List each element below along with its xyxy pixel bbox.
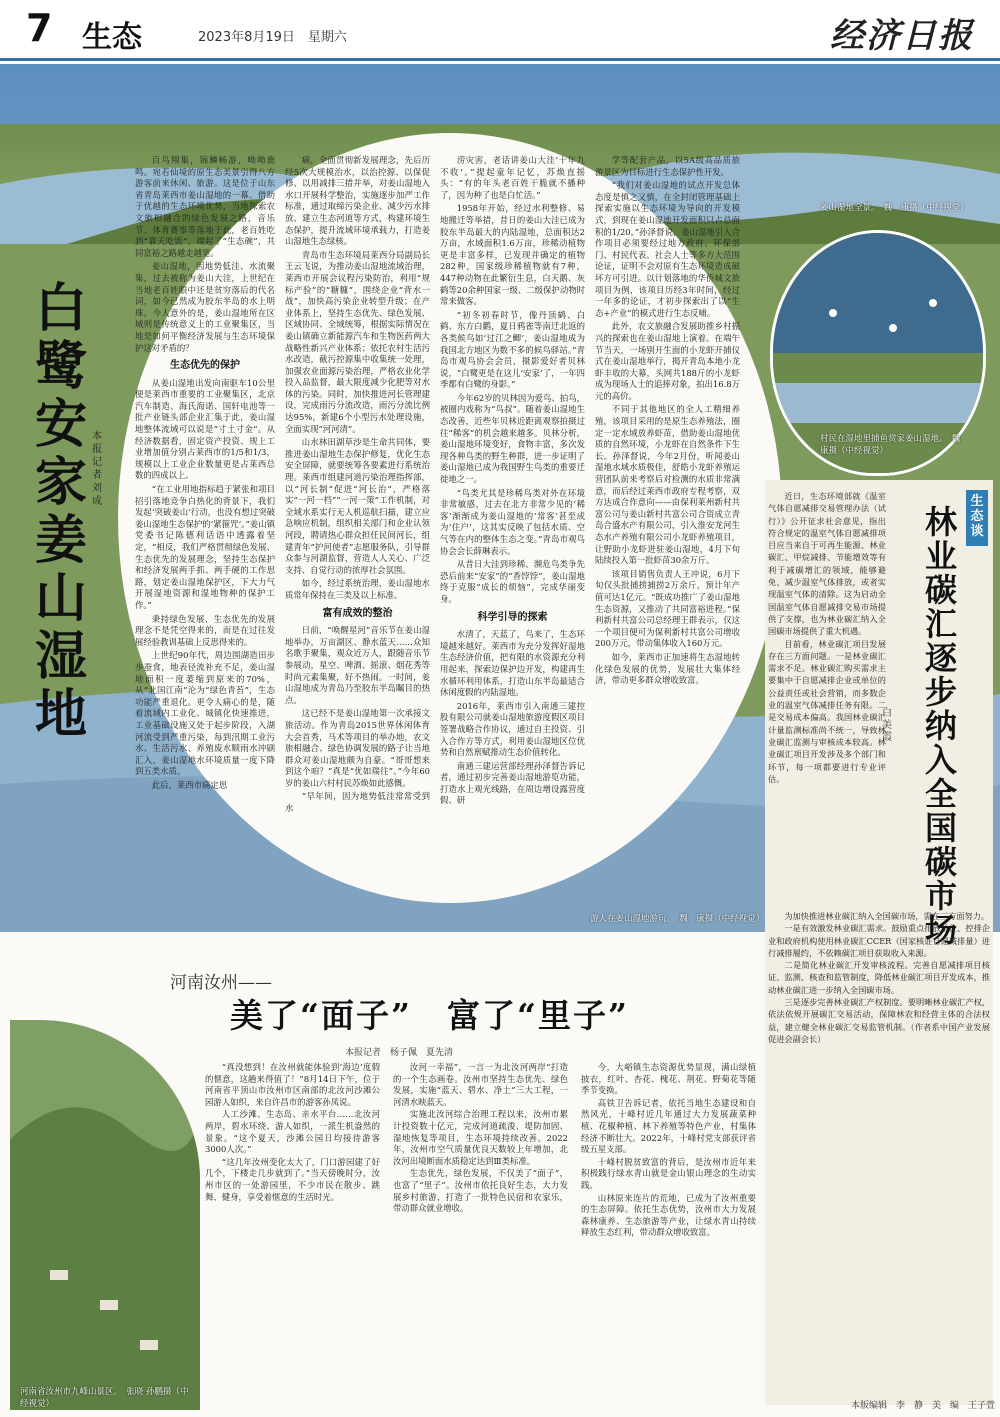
paragraph: 目前看，林业碳汇项目发展存在三方面问题。一是林业碳汇需求不足。林业碳汇购买需求主要集中于自愿减排企业或单位的公益责任或社会营销，而多数企业的温室气体减排任务有限。二是交易成本偏高。我国林业碳汇计量监测标准尚不统一，导致林业碳汇监测与审核成本较高。林业碳汇项目开发涉及多个部门和环节，每一项都要进行专业评估。	[768, 638, 886, 784]
henan-article-body	[205, 1062, 760, 1407]
paragraph: “我们对姜山湿地的试点开发总体态度是慎之又慎，在全封闭管理基础上探索实施以生态环境为导向的开发模式，到现在姜山湿地开发面积只占总面积的1/20。”孙泽督说，姜山湿地引入合作项目必须要经过地方政府、环保部门、村民代表、社会人士等多方大范围论证，证明不会对原有生态环境造成破坏方可引进。以计划落地的华侨城文旅项目为例，该项目历经3年时间，经过一年多的论证，才初步探索出了以“生态+产业”的模式进行生态反哺。	[595, 180, 740, 318]
henan-col1	[205, 1062, 380, 1203]
article-subhead: 生态优先的保护	[170, 360, 240, 372]
paragraph: 人工沙滩、生态岛、亲水平台……北汝河两岸，碧水环绕、游人如织，一派生机盎然的景象。“这个夏天，沙滩公园日均接待游客3000人次。”	[205, 1109, 380, 1155]
paragraph: 1958年开始，经过水利整修、易地搬迁等举措，昔日的姜山大洼已成为胶东半岛最大的内陆湿地，总面积达2万亩，水域面积1.6万亩，珍稀动植物更是丰富多样，已发现并确定的植物282种，国家级珍稀植物就有7种，447种动物在此繁衍生息，白天鹅、灰鹤等20余种国家一级、二级保护动物时常来做客。	[440, 203, 585, 307]
henan-photo-caption: 河南省汝州市九峰山景区。 张晓 孙鹏摄（中经视觉）	[20, 1387, 189, 1409]
paragraph: 一是有效激发林业碳汇需求。鼓励重点排放单位、控排企业和政府机构使用林业碳汇CCER（国家核证自愿减排量）进行减排履约，不依赖碳汇项目获取收入来源。	[768, 923, 990, 958]
page-number: 7	[26, 6, 53, 50]
paragraph: 涝灾害，老话讲姜山大洼‘十年九不收’。”提起童年记忆，苏焕直摇头：“有的年头老百姓干脆就不播种了，因为种了也是白忙活。”	[440, 155, 585, 200]
henan-col3	[581, 1062, 756, 1239]
paragraph: 汝河一幸福”，一言一为北汝河两岸“打造的一个生态画卷。汝州市坚持生态优先、绿色发展，实施“蓝天、碧水、净土”三大工程，一河清水映蓝天。	[393, 1062, 568, 1107]
paragraph: 从姜山湿地出发向南驱车10公里便是莱西市重要的工业聚集区，北京汽车制造、海氏海诺、国轩电池等一批产业链头部企业汇集于此，姜山湿地整体流域可以说是“寸土寸金”。从经济数据看，固定资产投资、规上工业增加值分别占莱西市的1/5和1/3，规模以上工业企业数量更是占莱西总数的四成以上。	[135, 377, 275, 481]
article-col3	[440, 155, 585, 807]
round-photo-caption: 村民在湿地里捕鱼赏家姜山湿地。 魏 康摄（中经视觉）	[820, 434, 969, 456]
paragraph: 从昔日大洼到珍稀、濒危鸟类争先恐后前来“安家”的“香饽饽”，姜山湿地终于克服“成长的烦恼”，完成华丽变身。	[440, 559, 585, 604]
paragraph: 二是简化林业碳汇开发审核流程。完善自愿减排项目核证、监测、核查和监管制度，降低林业碳汇项目开发成本，推动林业碳汇进一步纳入全国碳市场。	[768, 960, 990, 995]
paragraph: 该项目销售负责人王冲说，6月下旬仅头批捕捞捕捞2万余斤，预计年产值可达1亿元。“既成功推广了姜山湿地生态资源，又推动了共同富裕进程。”保利新村共富公司总经理王群表示，仅这一个项目便可为保利新村共富公司增收200万元，带动集体收入160万元。	[595, 568, 740, 649]
paragraph: 痛，全面贯彻新发展理念，先后历经5次大规模治水，以治控源、以保促修、以用减排三措并举，对姜山湿地入水口开展科学整治，实施逐步加严工作标准，通过取缔污染企业、减少污水排放、建立生态河道等方式，构建环境生态保护，提升流域环境承载力，打造姜山湿地生态绿核。	[285, 155, 430, 247]
commentary-tag: 生态谈	[966, 490, 988, 546]
paragraph: “在工业用地指标趋于紧张和项目招引落地竞争白热化的背景下，我们发起‘突破姜山’行动，也没有想过突破姜山湿地生态保护的‘紧箍咒’。”姜山镇党委书记陈德利话语中透露着坚定，“相反，我们严格贯彻绿色发展、生态优先的发展理念，坚持生态保护和经济发展两手抓、两手硬的工作思路，划定姜山湿地保护区，下大力气开展湿地资源和湿地物种的保护工作。”	[135, 484, 275, 610]
paragraph: 今，大峪镇生态资源优势显现，满山绿植披衣，红叶、杏花、槐花、荆花、野菊花等随季节变换。	[581, 1062, 756, 1096]
paragraph: “真没想到！在汝州就能体验到‘海边’度假的惬意，这趟来得值了！”8月14日下午，位于河南省平顶山市汝州市区南部的北汝河沙滩公园游人如织，来自许昌市的游客孙凤说。	[205, 1062, 380, 1107]
paragraph: 此外，农文旅融合发展助推乡村振兴的探索也在姜山湿地上演着。在端午节当天，一场别开生面的小龙虾开捕仪式在姜山湿地举行，揭开青岛本地小龙虾丰收的大幕，头网共188斤的小龙虾成为现场人士的追捧对象，拍出16.8万元的高价。	[595, 321, 740, 401]
paragraph: 秉持绿色发展、生态优先的发展理念不是凭空得来的，而是在过往发展经验教训基础上反思得来的。	[135, 613, 275, 647]
paragraph: 十峰村脱贫致富的背后，是汝州市近年来积极践行绿水青山就是金山银山理念的生动实践。	[581, 1156, 756, 1190]
page-editor-credit: 本版编辑 李 静 美 编 王子萱	[850, 1401, 995, 1411]
henan-kicker: 河南汝州——	[170, 973, 272, 993]
paragraph: 百鸟翔集，锦鳞畅游，呦呦鹿鸣。宛若仙境的原生态美景引得八方游客前来休闲、旅游。这是位于山东省青岛莱西市姜山湿地的一幕。借助于优越的生态环境优势，当地探索农文旅相融合的绿色发展之路，音乐节、体育赛事等落地于此，老百姓吃到“靠天吃饭”，端起了“生态碗”，共同富裕之路越走越宽。	[135, 155, 275, 258]
henan-byline: 本报记者 杨子佩 夏先清	[345, 1048, 454, 1058]
commentary-author: 白美霞	[882, 708, 892, 743]
section-title: 生态	[82, 20, 142, 55]
henan-col2	[393, 1062, 568, 1215]
paragraph: 上世纪90年代，周边围湖造田步步蚕食，地表径流补充不足，姜山湿地面积一度萎缩到原来的70%，从“北国江南”沦为“绿色青苔”，生态功能严重退化。更令人痛心的是，随着流域内工业化、城镇化快速推进，工业基础设施又处于起步阶段，入湖河流受到严重污染，每到汛期工业污水、生活污水、养殖废水顺雨水冲刷汇入，姜山湿地水环境质量一度下降到五类水质。	[135, 650, 275, 777]
boat-photo-caption: 游人在姜山湿地游玩。 魏 康摄（中经视觉）	[590, 914, 765, 924]
paragraph: 近日，生态环境部就《温室气体自愿减排交易管理办法（试行）》公开征求社会意见，指出符合规定的温室气体自愿减排项目应当来自于可再生能源、林业碳汇、甲烷减排、节能增效等有利于减碳增汇的领域，能够避免、减少温室气体排放，或者实现温室气体的清除。这为启动全国温室气体自愿减排交易市场提供了支撑，也为林业碳汇纳入全国碳市场提供了重大机遇。	[768, 491, 886, 637]
paragraph: “初冬初春时节，像丹顶鹤、白鹤、东方白鹳，夏日鸦雀等南迁北返的各类候鸟如‘过江之鲫’，姜山湿地成为我国北方地区为数不多的候鸟驿站。”青岛市观鸟协会会员，摄影爱好者贝林说，“白鹭更是在这儿‘安家’了，一年四季都有白鹭的身影。”	[440, 309, 585, 390]
paragraph: “这几年汝州变化太大了，门口游园建了好几个，下楼走几步就到了。”当天傍晚时分，汝州市区的一处游园里，不少市民在散步、跳舞、健身，享受着惬意的生活时光。	[205, 1156, 380, 1202]
paragraph: 为加快推进林业碳汇纳入全国碳市场，需在三方面努力。	[784, 911, 990, 921]
paragraph: 今年62岁的贝林因为爱鸟、拍鸟，被圈内戏称为“鸟叔”。随着姜山湿地生态改善，近些年贝林近距离观察拍摄过往“稀客”的机会越来越多。贝林分析，姜山湿地环境变好，食物丰富，多次发现各种鸟类的野生种群，进一步证明了姜山湿地已成为我国野生鸟类的重要迁徙地之一。	[440, 392, 585, 485]
paragraph: 生态优先，绿色发展，不仅美了“面子”，也富了“里子”。汝州市依托良好生态，大力发展乡村旅游，打造了一批特色民宿和农家乐，带动群众就业增收。	[393, 1168, 568, 1214]
newspaper-logo: 经济日报	[830, 16, 974, 56]
commentary-title: 林业碳汇逐步纳入全国碳市场	[924, 503, 957, 949]
paragraph: “早年间，因为地势低洼常常受到水	[285, 791, 430, 814]
masthead	[0, 0, 1000, 61]
paragraph: “鸟类尤其是珍稀鸟类对外在环境非常敏感，过去在北方非常少见的‘稀客’渐渐成为姜山湿地的‘常客’甚至成为‘住户’，这其实反映了包括水质、空气等在内的整体生态之变。”青岛市观鸟协会会长薛琳表示。	[440, 487, 585, 556]
paragraph: 南通三建运营部经理孙泽督告诉记者，通过初步完善姜山湿地游览功能，打造水上观光线路，在周边增设露营度假、研	[440, 760, 585, 806]
article-col4	[595, 155, 740, 687]
paragraph: 如今，莱西市正加速将生态湿地转化绿色发展的优势，发展壮大集体经济，带动更多群众增收致富。	[595, 651, 740, 686]
paragraph: 此后，莱西市痛定思	[151, 779, 228, 790]
paragraph: 不同于其他地区的全人工精细养殖，该项目采用的是原生态养殖法，圈定一定水域放养虾苗，借助姜山湿地优质的自然环境，小龙虾在自然条件下生长。孙泽督说，今年2月份，听闻姜山湿地水域水质极佳，舒皓小龙虾养殖运营团队前来考察后对检测的水质非常满意，而后经过莱西市政府专程考察，双方达成合作意向——由保利莱州新村共富公司与姜山新村共富公司合资成立青岛合盛水产有限公司，引入淮安龙河生态水产养殖有限公司小龙虾养殖项目，让野助小龙虾进驻姜山湿地，4月下旬陆续投入第一批虾苗30余万斤。	[595, 404, 740, 566]
paragraph: 日前，“唤醒星河”音乐节在姜山湿地举办，万亩湖区、静水蓝天……众知名歌手聚集，观众近万人，跟随音乐节参展动，星空、啤酒、摇滚、烟花秀等时尚元素集聚，好不热闹。一时间，姜山湿地成为青岛乃至胶东半岛瞩目的热点。	[285, 625, 430, 705]
paragraph: 水清了，天蓝了，鸟来了，生态环境越来越好。莱西市为充分发挥好湿地生态经济价值，把有限的水资源充分利用起来，探索边保护边开发，构建再生水循环利用体系，打造山东半岛最适合休闲度假的内陆湿地。	[440, 629, 585, 698]
paragraph: 如今，经过系统治理，姜山湿地水质常年保持在三类及以上标准。	[285, 578, 430, 600]
paragraph: 姜山湿地，因地势低洼、水流聚集，过去被称为姜山大洼，上世纪在当地老百姓眼中还是贫穷落后的代名词，如今已然成为胶东半岛的水上明珠。今人意外的是，姜山湿地所在区域则是传统意义上的工业聚集区，当地是如何平衡经济发展与生态环境保护这对矛盾的？	[135, 261, 275, 353]
main-byline: 本报记者 刘 成	[92, 431, 112, 507]
main-article-body	[135, 155, 745, 855]
paragraph: 青岛市生态环境局莱西分局副局长王云飞说，为推动姜山湿地流域治理，莱西市开展会议程污染防治，利用“规标产验”的“糖糠”，围绕企业“背水一战”，加快高污染企业转型升级；在产业体系上，坚持生态优先、绿色发展、区域协同、全域统筹，根据实际情况在姜山镇确立新能源汽车和生物医药两大战略性新兴产业体系；依托农村生活污水改造，截污控源集中收集统一处理，加强农业面源污染治理，严格农业化学投入品监督，最大限度减少化肥等对水体的污染。同时，加快推进河长管理建设，完成雨污分流改造，雨污分流比例达95%，新建6个小型污水处理设施，全面实现“河河清”。	[285, 249, 430, 434]
paragraph: 三是逐步完善林业碳汇产权制度。要明晰林业碳汇产权，依法依规开展碳汇交易活动，保障林农和经营主体的合法权益，建立健全林业碳汇交易监管机制。（作者系中国产业发展促进会副会长）	[768, 997, 990, 1044]
commentary-body-top	[768, 490, 886, 905]
paragraph: 山林原来连片的荒地，已成为了汝州重要的生态屏障。依托生态优势，汝州市大力发展森林康养、生态旅游等产业，让绿水青山持续释放生态红利，带动群众增收致富。	[581, 1192, 756, 1238]
henan-headline: 美了“面子” 富了“里子”	[230, 996, 629, 1035]
publish-date: 2023年8月19日 星期六	[198, 30, 347, 45]
paragraph: 实施北汝河综合治理工程以来，汝州市累计投资数十亿元，完成河道疏浚、堤防加固、湿地恢复等项目，生态环境持续改善。2022年，汝州市空气质量优良天数较上年增加，北汝河出境断面水质稳定达到Ⅲ类标准。	[393, 1109, 568, 1166]
article-col1	[135, 155, 275, 791]
main-headline: 白鹭安家姜山湿地	[34, 278, 87, 745]
top-photo-caption: 姜山湿地全景。 魏 康摄（中经视觉）	[820, 203, 969, 213]
paragraph: 高铁卫告诉记者，依托当地生态建设和自然风光，十峰村近几年通过大力发展蔬菜种植、花椒种植、林下养殖等特色产业，村集体经济不断壮大。2022年，十峰村党支部获评省级五星支部。	[581, 1097, 756, 1155]
paragraph: 2016年，莱西市引入南通三建控股有限公司就姜山湿地旅游度假区项目签署战略合作协议，通过自主投资、引入合作方等方式，利用姜山湿地区位优势和自然禀赋推动生态价值转化。	[440, 700, 585, 758]
article-subhead: 富有成效的整治	[322, 607, 393, 619]
paragraph: 学等配套产品，以5A级高品质旅游景区为目标进行生态保护性开发。	[595, 155, 740, 177]
paragraph: 山水林田湖草沙是生命共同体，要推进姜山湿地生态保护修复，优化生态安全屏障，就要统筹各要素进行系统治理。莱西市组建河道污染治理指挥部，以“河长制”促进“河长治”，严格落实“一河一档”“一河一策”工作机制，对全域水系实行无人机巡航扫描，建立应急响应机制，组织相关部门和企业认领河段，聘请热心群众担任民间河长，组建青年“护河使者”志愿服务队，引导群众参与河湖监督，营造人人关心、广泛支持、自觉行动的浓厚社会氛围。	[285, 437, 430, 575]
paragraph: 这已经不是姜山湿地第一次承接文旅活动。作为青岛2015世界休闲体育大会首秀，马术等项目的举办地，农文旅相融合、绿色协调发展的路子让当地群众对姜山湿地颇为自豪。“哥哥想来到这个咱？”真是“优如瑞往”。”今年60岁的姜山六村村民苏焕如此感慨。	[285, 708, 430, 788]
commentary-body-bottom	[768, 910, 990, 1390]
article-subhead: 科学引导的探索	[477, 611, 548, 623]
article-col2	[285, 155, 430, 815]
jiufeng-mountain-photo	[10, 1020, 200, 1410]
